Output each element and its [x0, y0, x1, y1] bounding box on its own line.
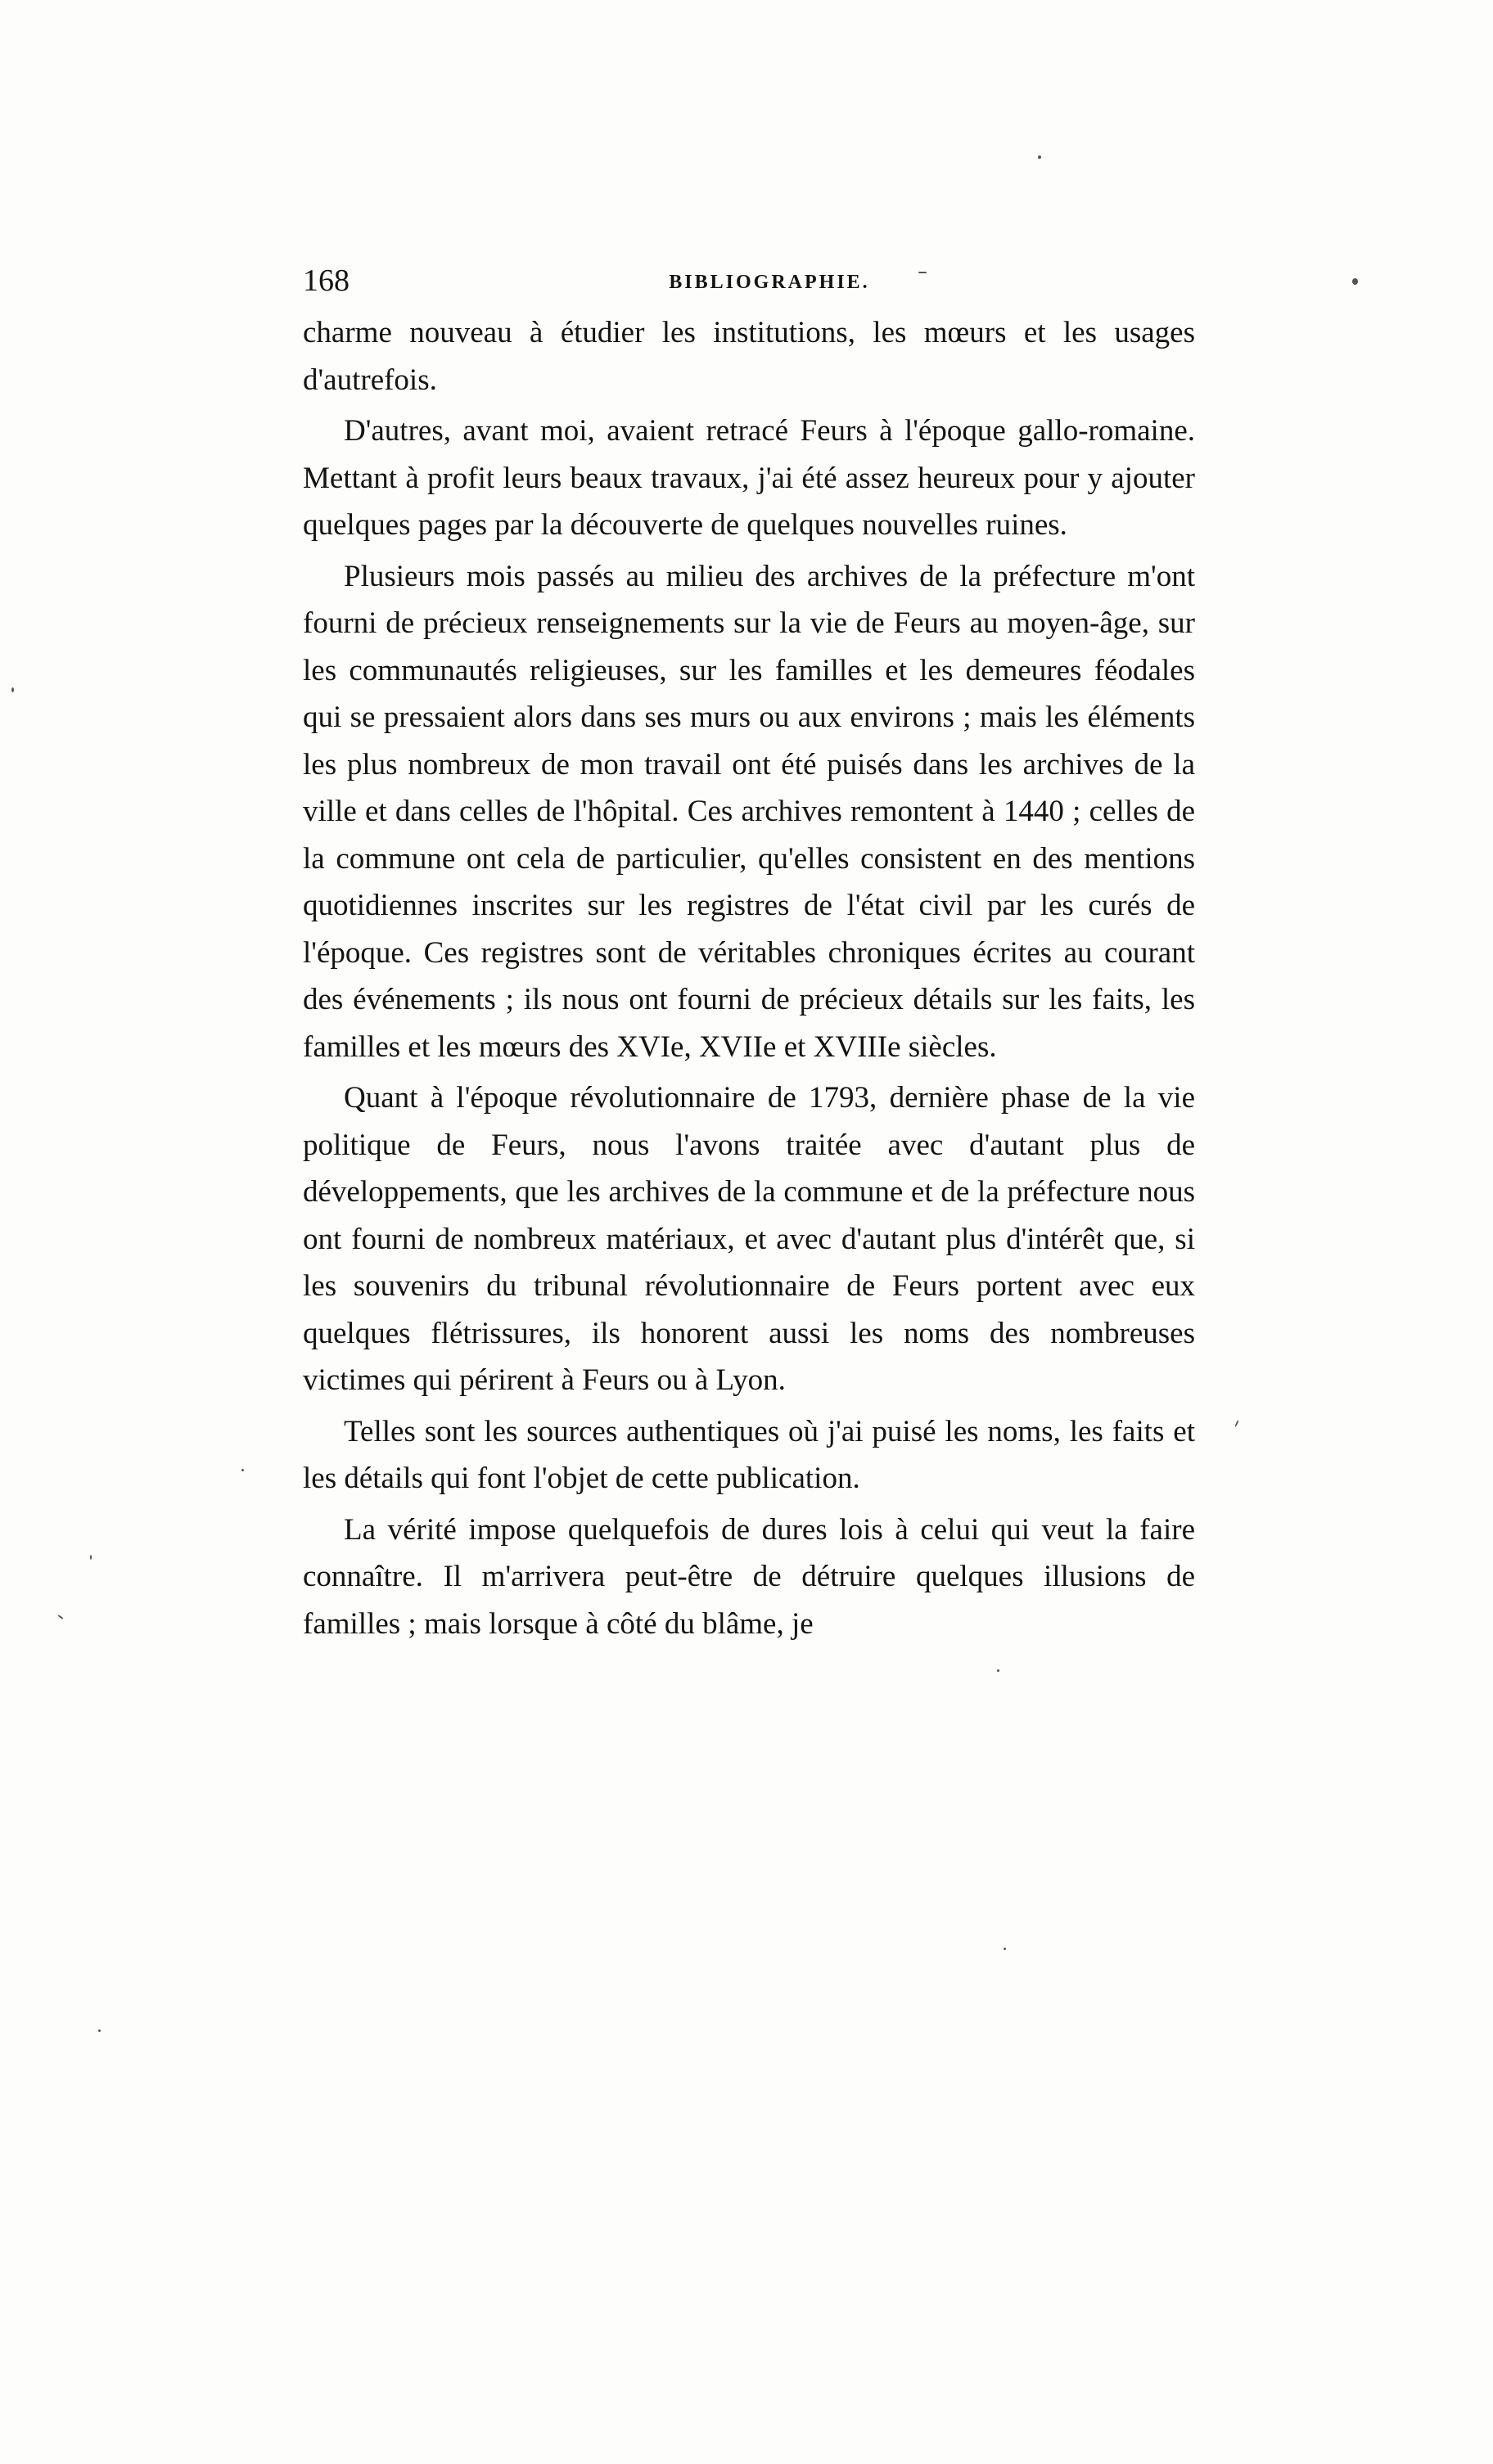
page-header [303, 259, 1236, 303]
paragraph-3: Plusieurs mois passés au milieu des archives de la préfecture m'ont fourni de précieux renseignements sur la vie de Feurs au moyen-âge, sur les communautés religieuses, sur les familles et les demeures féodales qui se pressaient alors dans ses murs ou aux environs ; mais les éléments les plus nombreux de mon travail ont été puisés dans les archives de la ville et dans celles de l'hôpital. Ces archives remontent à 1440 ; celles de la commune ont cela de particulier, qu'elles consistent en des mentions quotidiennes inscrites sur les registres de l'état civil par les curés de l'époque. Ces registres sont de véritables chroniques écrites au courant des événements ; ils nous ont fourni de précieux détails sur les faits, les familles et les mœurs des XVIe, XVIIe et XVIIIe siècles. [303, 559, 1195, 1064]
page-number: 168 [303, 264, 350, 298]
scan-speck [1038, 155, 1041, 159]
paragraph-4: Quant à l'époque révolutionnaire de 1793, dernière phase de la vie politique de Feurs, nous l'avons traitée avec d'autant plus de développements, que les archives de la commune et de la préfecture nous ont fourni de nombreux matériaux, et avec d'autant plus d'intérêt que, si les souvenirs du tribunal révolutionnaire de Feurs portent avec eux quelques flétrissures, ils honorent aussi les noms des nombreuses victimes qui périrent à Feurs ou à Lyon. [303, 1081, 1195, 1397]
scan-speck [1352, 278, 1358, 285]
scan-speck [98, 2029, 101, 2032]
scan-speck [997, 1669, 999, 1672]
scan-speck [1234, 1420, 1239, 1427]
scan-speck [918, 272, 927, 273]
scan-speck [1004, 1948, 1006, 1950]
scan-speck [90, 1555, 92, 1560]
scan-speck [11, 687, 14, 692]
body-text [303, 309, 1195, 1651]
paragraph-6: La vérité impose quelquefois de dures lois à celui qui veut la faire connaître. Il m'arrivera peut-être de détruire quelques illusions de familles ; mais lorsque à côté du blâme, je [303, 1512, 1195, 1641]
running-title: BIBLIOGRAPHIE. [669, 272, 870, 293]
scan-speck [57, 1615, 64, 1619]
paragraph-2: D'autres, avant moi, avaient retracé Feurs à l'époque gallo-romaine. Mettant à profit leurs beaux travaux, j'ai été assez heureux pour y ajouter quelques pages par la découverte de quelques nouvelles ruines. [303, 414, 1195, 542]
scan-speck [241, 1469, 244, 1471]
paragraph-5: Telles sont les sources authentiques où j'ai puisé les noms, les faits et les détails qui font l'objet de cette publication. [303, 1414, 1195, 1495]
paragraph-1: charme nouveau à étudier les institutions, les mœurs et les usages d'autrefois. [303, 316, 1195, 397]
